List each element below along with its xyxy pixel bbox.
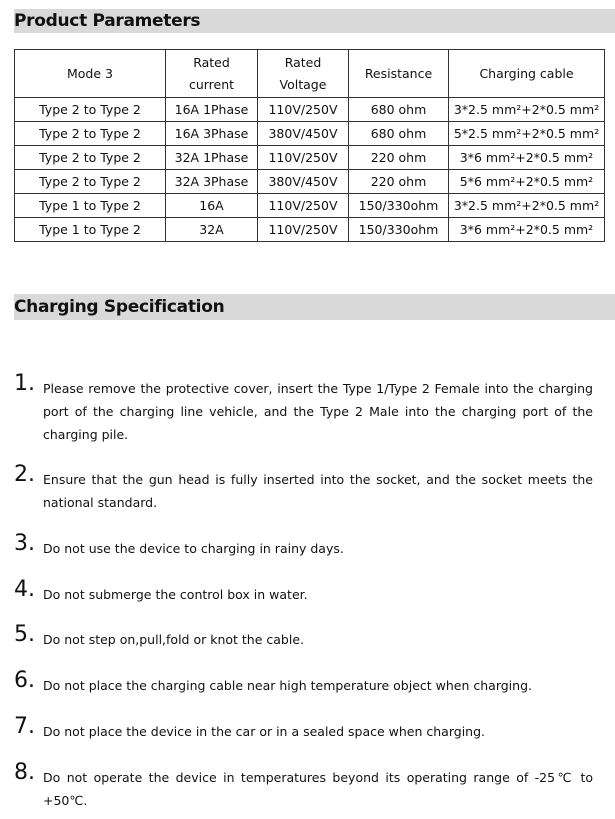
section-title-product-parameters: Product Parameters [14, 11, 201, 31]
cell-voltage: 110V/250V [258, 194, 349, 218]
item-text: Do not place the charging cable near high temperature object when charging. [43, 678, 532, 693]
item-number: 2. [14, 462, 35, 487]
header-resistance: Resistance [349, 50, 449, 98]
cell-mode: Type 1 to Type 2 [15, 218, 166, 242]
header-rated-voltage: Rated Voltage [258, 50, 349, 98]
cell-resistance: 150/330ohm [349, 218, 449, 242]
item-text: Ensure that the gun head is fully inserted into the socket, and the socket meets the national standard. [43, 472, 593, 510]
cell-mode: Type 2 to Type 2 [15, 146, 166, 170]
item-number: 8. [14, 760, 35, 785]
cell-voltage: 110V/250V [258, 146, 349, 170]
cell-cable: 3*2.5 mm²+2*0.5 mm² [449, 98, 605, 122]
header-charging-cable: Charging cable [449, 50, 605, 98]
cell-current: 16A 1Phase [166, 98, 258, 122]
product-parameters-table [14, 49, 605, 242]
table-header-row [15, 50, 605, 98]
cell-voltage: 110V/250V [258, 218, 349, 242]
item-text: Do not submerge the control box in water. [43, 587, 308, 602]
cell-voltage: 380V/450V [258, 122, 349, 146]
item-text: Do not use the device to charging in rainy days. [43, 541, 344, 556]
cell-cable: 3*6 mm²+2*0.5 mm² [449, 218, 605, 242]
cell-mode: Type 2 to Type 2 [15, 98, 166, 122]
item-text: Please remove the protective cover, insert the Type 1/Type 2 Female into the charging port of the charging line vehicle, and the Type 2 Male into the charging port of the charging pile. [43, 381, 593, 442]
cell-cable: 3*6 mm²+2*0.5 mm² [449, 146, 605, 170]
cell-voltage: 110V/250V [258, 98, 349, 122]
cell-mode: Type 1 to Type 2 [15, 194, 166, 218]
item-number: 3. [14, 531, 35, 556]
cell-cable: 5*6 mm²+2*0.5 mm² [449, 170, 605, 194]
item-number: 4. [14, 577, 35, 602]
cell-cable: 3*2.5 mm²+2*0.5 mm² [449, 194, 605, 218]
table-row [15, 194, 605, 218]
section-header-band [14, 9, 615, 33]
item-number: 5. [14, 622, 35, 647]
table-row [15, 122, 605, 146]
cell-resistance: 150/330ohm [349, 194, 449, 218]
item-text: Do not operate the device in temperatures beyond its operating range of -25℃ to +50℃. [43, 770, 593, 808]
table-row [15, 170, 605, 194]
cell-resistance: 680 ohm [349, 98, 449, 122]
cell-resistance: 220 ohm [349, 146, 449, 170]
section-title-charging-specification: Charging Specification [14, 297, 225, 317]
header-rated-current: Rated current [166, 50, 258, 98]
table-row [15, 98, 605, 122]
item-text: Do not step on,pull,fold or knot the cable. [43, 632, 304, 647]
cell-voltage: 380V/450V [258, 170, 349, 194]
cell-current: 16A [166, 194, 258, 218]
cell-cable: 5*2.5 mm²+2*0.5 mm² [449, 122, 605, 146]
cell-current: 32A 1Phase [166, 146, 258, 170]
cell-current: 32A [166, 218, 258, 242]
cell-mode: Type 2 to Type 2 [15, 170, 166, 194]
table-row [15, 146, 605, 170]
cell-current: 16A 3Phase [166, 122, 258, 146]
item-number: 7. [14, 714, 35, 739]
cell-resistance: 680 ohm [349, 122, 449, 146]
item-number: 6. [14, 668, 35, 693]
header-mode: Mode 3 [15, 50, 166, 98]
section-header-band [14, 294, 615, 320]
cell-resistance: 220 ohm [349, 170, 449, 194]
item-number: 1. [14, 371, 35, 396]
item-text: Do not place the device in the car or in a sealed space when charging. [43, 724, 485, 739]
cell-mode: Type 2 to Type 2 [15, 122, 166, 146]
cell-current: 32A 3Phase [166, 170, 258, 194]
table-row [15, 218, 605, 242]
